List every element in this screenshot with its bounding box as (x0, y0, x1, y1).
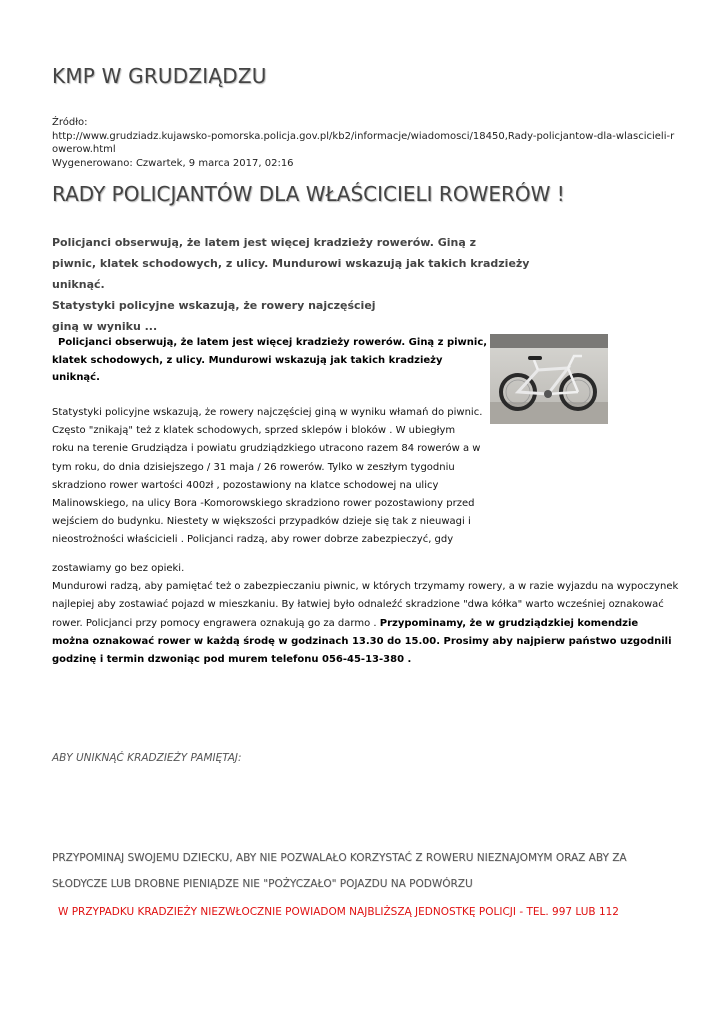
body-line: Mundurowi radzą, aby pamiętać też o zabezpieczaniu piwnic, w których trzymamy rowery, a w razie wyjazdu na wypoczynek (52, 581, 679, 593)
emergency-warning: W PRZYPADKU KRADZIEŻY NIEZWŁOCZNIE POWIADOM NAJBLIŻSZĄ JEDNOSTKĘ POLICJI - TEL. 997 LUB 112 (58, 906, 619, 918)
body-line: nieostrożności właścicieli . Policjanci radzą, aby rower dobrze zabezpieczyć, gdy (52, 534, 454, 546)
bicycle-photo (490, 334, 608, 424)
engraving-text: rower. Policjanci przy pomocy engrawera oznakują go za darmo . (52, 617, 380, 629)
bold-intro-line: Policjanci obserwują, że latem jest więcej kradzieży rowerów. Giną z piwnic, (58, 337, 488, 348)
source-url-line2[interactable]: owerow.html (52, 144, 116, 155)
lead-line: piwnic, klatek schodowych, z ulicy. Mundurowi wskazują jak takich kradzieży (52, 257, 530, 270)
article-body (52, 404, 486, 550)
remember-heading: ABY UNIKNĄĆ KRADZIEŻY PAMIĘTAJ: (52, 752, 242, 764)
body-line: zostawiamy go bez opieki. (52, 563, 185, 574)
bicycle-icon (490, 334, 608, 424)
lead-line: giną w wyniku ... (52, 320, 158, 333)
body-line: roku na terenie Grudziądza i powiatu grudziądzkiego utracono razem 84 rowerów a w (52, 443, 481, 455)
page-title: KMP W GRUDZIĄDZU (52, 64, 267, 88)
body-line: skradziono rower wartości 400zł , pozostawiony na klatce schodowej na ulicy (52, 479, 439, 491)
bold-intro (52, 334, 486, 387)
source-url-line1[interactable]: http://www.grudziadz.kujawsko-pomorska.policja.gov.pl/kb2/informacje/wiadomosci/18450,Rady-policjantow-dla-wlascicieli-r (52, 130, 675, 142)
advice-line: PRZYPOMINAJ SWOJEMU DZIECKU, ABY NIE POZWALAŁO KORZYSTAĆ Z ROWERU NIEZNAJOMYM ORAZ ABY ZA (52, 852, 627, 864)
lead-line: Policjanci obserwują, że latem jest więcej kradzieży rowerów. Giną z (52, 236, 477, 249)
source-meta (52, 116, 675, 170)
bold-intro-line: uniknąć. (52, 372, 100, 383)
body-line: Statystyki policyjne wskazują, że rowery najczęściej giną w wyniku włamań do piwnic. (52, 407, 483, 418)
article-title: RADY POLICJANTÓW DLA WŁAŚCICIELI ROWERÓW ! (52, 182, 565, 206)
lead-line: Statystyki policyjne wskazują, że rowery najczęściej (52, 299, 376, 312)
bold-intro-line: klatek schodowych, z ulicy. Mundurowi wskazują jak takich kradzieży (52, 354, 443, 366)
article-body-full (52, 560, 679, 669)
source-label: Źródło: (52, 117, 88, 128)
reminder-line: godzinę i termin dzwoniąc pod murem telefonu 056-45-13-380 . (52, 654, 412, 666)
generated-date: Wygenerowano: Czwartek, 9 marca 2017, 02:16 (52, 157, 294, 169)
article-lead (52, 232, 542, 337)
body-line: najlepiej aby zostawiać pojazd w mieszkaniu. By łatwiej było odnaleźć skradzione "dwa kółka" warto wcześniej oznakować (52, 599, 664, 611)
advice-line: SŁODYCZE LUB DROBNE PIENIĄDZE NIE "POŻYCZAŁO" POJAZDU NA PODWÓRZU (52, 878, 473, 890)
body-line: wejściem do budynku. Niestety w większości przypadków dzieje się tak z nieuwagi i (52, 516, 471, 528)
reminder-line: można oznakować rower w każdą środę w godzinach 13.30 do 15.00. Prosimy aby najpierw państwo uzgodnili (52, 635, 672, 647)
reminder-bold: Przypominamy, że w grudziądzkiej komendzie (379, 617, 639, 629)
lead-line: uniknąć. (52, 278, 105, 291)
body-line: tym roku, do dnia dzisiejszego / 31 maja / 26 rowerów. Tylko w zeszłym tygodniu (52, 461, 455, 473)
body-line: Malinowskiego, na ulicy Bora -Komorowskiego skradziono rower pozostawiony przed (52, 498, 475, 510)
body-line: Często "znikają" też z klatek schodowych, sprzed sklepów i bloków . W ubiegłym (52, 425, 456, 437)
body-line (52, 615, 645, 633)
